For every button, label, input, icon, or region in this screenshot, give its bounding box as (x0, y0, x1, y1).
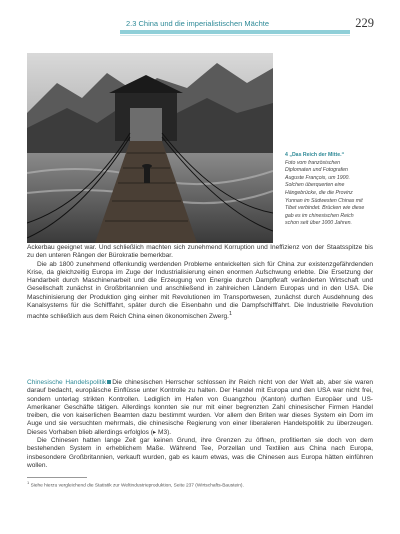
body-text-block-1 (27, 244, 373, 322)
footnote-divider (27, 477, 87, 478)
photo-caption (285, 152, 365, 228)
paragraph-1: Ackerbau geeignet war. Und schließlich machten sich zunehmend Korruption und Ineffizienz von der Staatsspitze bis zu den unteren Rängen der Bürokratie bemerkbar. (27, 244, 373, 260)
paragraph-3-text: Die chinesischen Herrscher schlossen ihr Reich nicht von der Welt ab, aber sie waren darauf bedacht, europäische Einflüsse unter Kontrolle zu halten. Der Handel mit Europa und den USA war nicht frei, sondern unterlag strikten Kontrollen. Lediglich im Hafen von Guangzhou (Kanton) durften Europäer und US-Amerikaner Geschäfte tätigen. Allerdings konnten sie nur mit einer begrenzten Zahl chinesischer Firmen Handel treiben, die von kaiserlichen Beamten dazu bestimmt wurden. Vor allem den Briten war dieses System ein Dorn im Auge und sie versuchten mehrmals, die chinesische Regierung von einer liberaleren Handelspolitik zu überzeugen. Dieses Vorhaben blieb allerdings erfolglos (▸ M3). (27, 379, 373, 436)
footnote-marker: 1 (27, 480, 30, 485)
caption-title (285, 152, 365, 160)
footnote (27, 480, 373, 489)
body-text-block-2 (27, 379, 373, 470)
paragraph-3 (27, 379, 373, 437)
caption-title-text: „Das Reich der Mitte.“ (289, 152, 345, 158)
photo-bridge-icon (27, 53, 273, 243)
header-band-thin (120, 35, 350, 36)
page-number: 229 (355, 16, 374, 30)
footnote-text: Siehe hierzu vergleichend die Statistik zur Weltindustrieproduktion, Seite 237 (Wirtschafts-Baustein). (30, 483, 244, 489)
paragraph-2 (27, 261, 373, 322)
section-marker-icon (107, 380, 111, 384)
historic-photo (27, 53, 273, 243)
section-term: Chinesische Handelspolitik (27, 379, 107, 386)
caption-marker: 4 (285, 152, 288, 158)
running-header (30, 14, 374, 36)
caption-text: Foto vom französischen Diplomaten und Fotografen Auguste François, um 1900. Solchen überquerten eine Hängebrücke, die die Provinz Yunnan im Südwesten Chinas mit Tibet verbindet. Brücken wie diese gab es im chinesischen Reich schon seit über 1000 Jahren. (285, 159, 365, 227)
header-band (120, 30, 350, 34)
chapter-title: 2.3 China und die imperialistischen Mächte (126, 19, 269, 28)
paragraph-4: Die Chinesen hatten lange Zeit gar keinen Grund, ihre Grenzen zu öffnen, profitierten sie doch von dem bestehenden System in erheblichem Maße. Während Tee, Porzellan und Textilien aus China nach Europa, insbesondere Großbritannien, verkauft wurden, gab es kaum etwas, was die Chinesen aus Europa hätten einführen wollen. (27, 437, 373, 469)
paragraph-2-text: Die ab 1800 zunehmend offenkundig werdenden Probleme entwickelten sich für China zur existenzgefährdenden Krise, da gleichzeitig Europa im Zuge der Industrialisierung einen enormen Aufschwung erlebte. Die Ersetzung der Handarbeit durch Maschinenarbeit und die Erzeugung von Energie durch Dampfkraft veränderten Wirtschaft und Gesellschaft zunächst in Großbritannien und anschließend in zahlreichen Ländern Europas und in den USA. Die Maschinisierung der Produktion ging einher mit Revolutionen im Transportwesen, zunächst durch Ausdehnung des Kanalsystems für die Schifffahrt, später durch die Eisenbahn und die Dampfschifffahrt. Die Industrielle Revolution machte schließlich aus dem Reich China einen ökonomischen Zwerg. (27, 260, 373, 321)
footnote-ref[interactable]: 1 (228, 311, 232, 318)
